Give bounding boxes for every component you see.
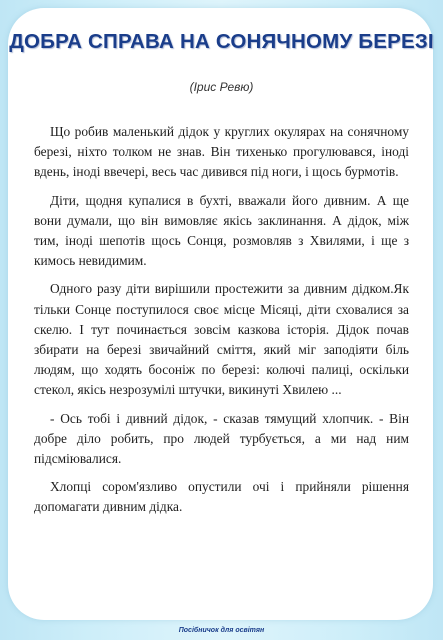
story-title: ДОБРА СПРАВА НА СОНЯЧНОМУ БЕРЕЗІ [9, 30, 434, 53]
story-paragraph-3: Одного разу діти вирішили простежити за дивним дідком.Як тільки Сонце поступилося своє місце Місяці, діти сховалися за скелю. І тут починається зовсім казкова історія. Дідок почав збирати на березі звичайний сміття, який міг заподіяти біль людям, що ходять босоніж по березі: колючі палиці, оскільки стекол, якісь незрозумілі штучки, викинуті Хвилею ... [34, 281, 409, 398]
story-paragraph-4: - Ось тобі і дивний дідок, - сказав тямущий хлопчик. - Він добре діло робить, про людей турбується, а ми над ним підсміювалися. [34, 410, 409, 467]
story-author: (Ірис Ревю) [189, 80, 254, 94]
story-paragraph-2: Діти, щодня купалися в бухті, вважали його дивним. А ще вони думали, що він вимовляє якісь заклинання. А дідок, між тим, іноді шепотів щось Сонця, розмовляв з Хвилями, і ще з кимось невидимим. [34, 192, 409, 269]
story-paragraph-1: Що робив маленький дідок у круглих окулярах на сонячному березі, ніхто толком не знав. Він тихенько прогулювався, іноді вдень, іноді ввечері, весь час дивився під ноги, і щось бурмотів. [34, 124, 409, 180]
footer-caption: Посібничок для освітян [178, 627, 265, 634]
story-body [34, 122, 409, 526]
story-paragraph-5: Хлопці сором'язливо опустили очі і прийняли рішення допомагати дивним дідка. [34, 479, 409, 515]
